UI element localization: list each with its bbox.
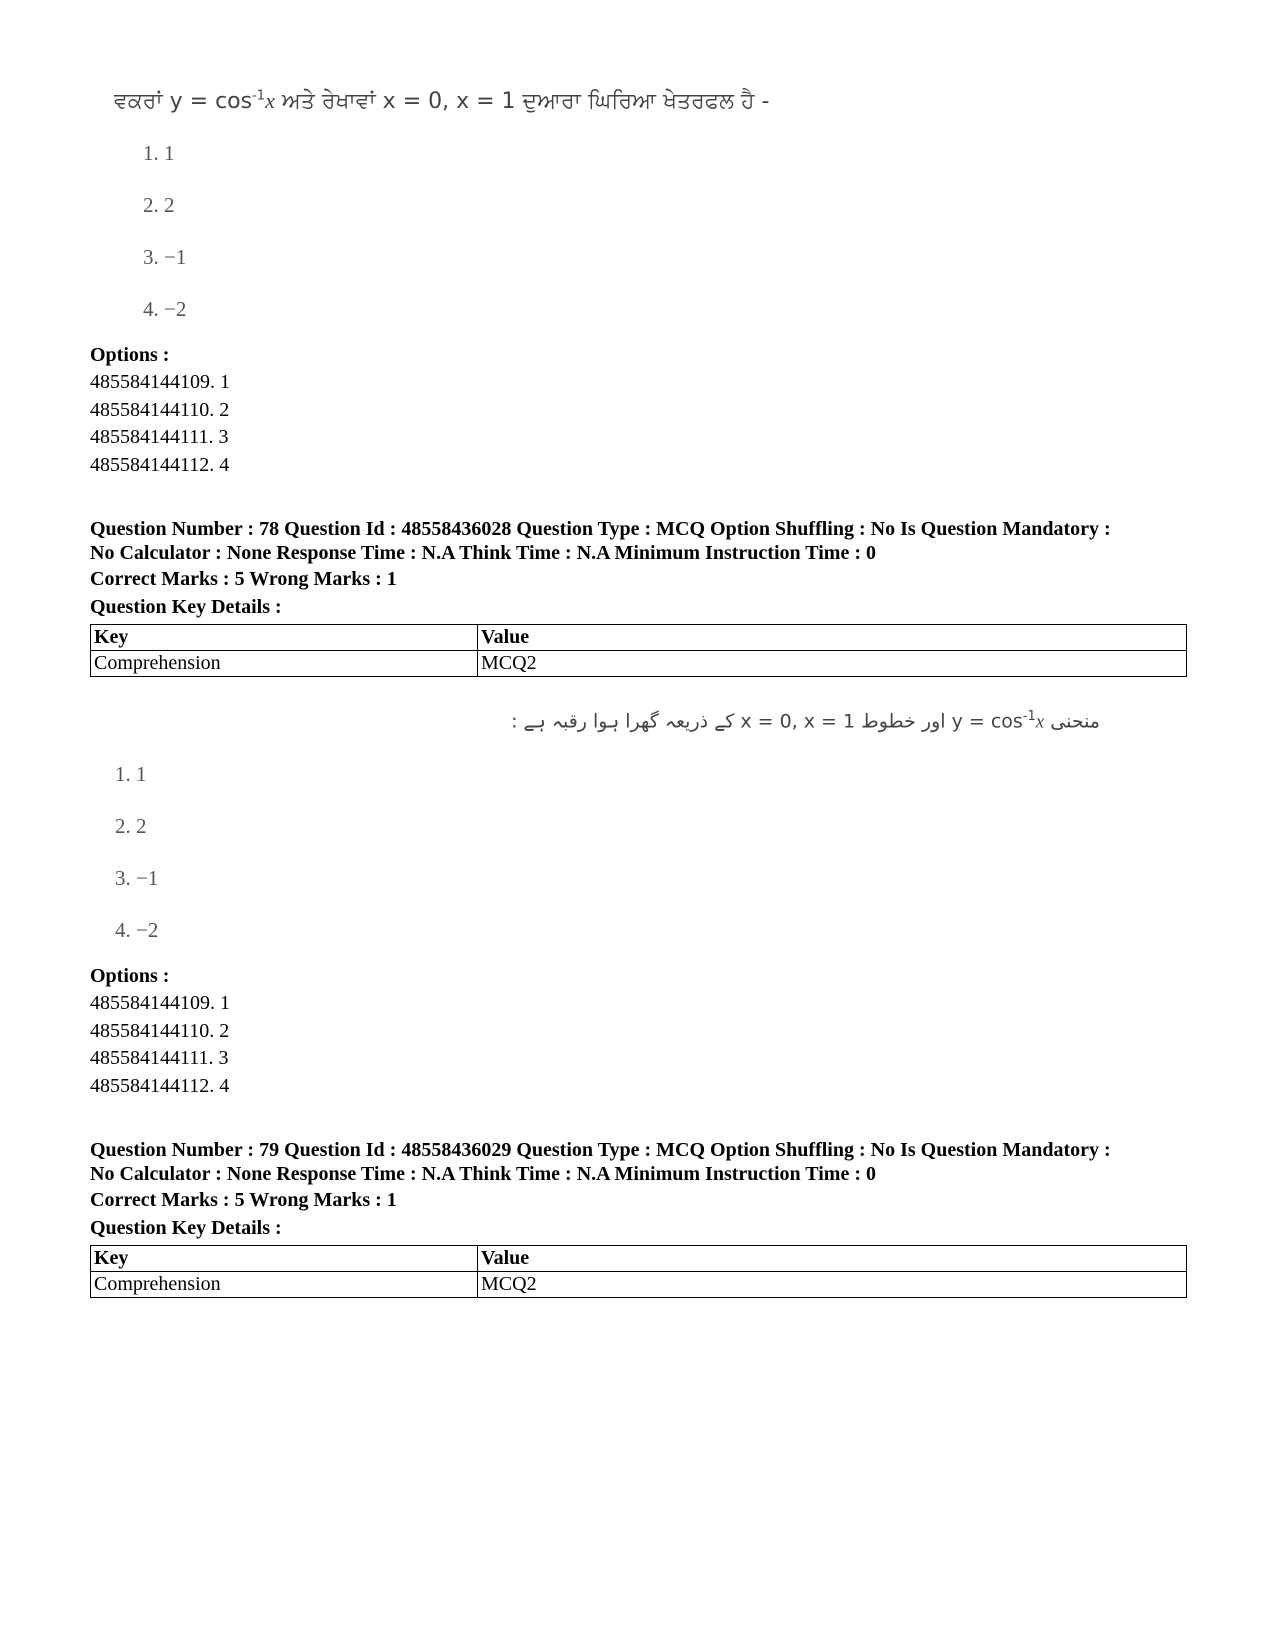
question-meta: [90, 1138, 1190, 1186]
question-meta-line1: Question Number : 79 Question Id : 48558436029 Question Type : MCQ Option Shuffling : No Is Question Mandatory :: [90, 1139, 1111, 1161]
image-option-3: 3. −1: [143, 245, 187, 269]
table-cell-key: Comprehension: [91, 1272, 478, 1298]
key-details-label: Question Key Details :: [90, 1217, 282, 1239]
key-details-table: [90, 1245, 1187, 1298]
table-cell-value: MCQ2: [478, 1272, 1187, 1298]
option-item: 485584144110. 2: [90, 1020, 230, 1042]
table-header-key: Key: [91, 1246, 478, 1272]
image-option-2: 2. 2: [115, 814, 147, 838]
table-row: [91, 1272, 1187, 1298]
table-cell-key: Comprehension: [91, 651, 478, 677]
question-meta-line1: Question Number : 78 Question Id : 48558436028 Question Type : MCQ Option Shuffling : No Is Question Mandatory :: [90, 518, 1111, 540]
table-header-row: [91, 625, 1187, 651]
image-option-1: 1. 1: [115, 762, 147, 786]
question-meta-line2: No Calculator : None Response Time : N.A Think Time : N.A Minimum Instruction Time : 0: [90, 1163, 876, 1185]
options-label: Options :: [90, 344, 170, 366]
options-label: Options :: [90, 965, 170, 987]
option-item: 485584144112. 4: [90, 454, 230, 476]
image-option-4: 4. −2: [143, 297, 187, 321]
question-text-urdu: منحنی $y = \cos^{-1}x$ اور خطوط x = 0, x = 1 کے ذریعہ گھرا ہوا رقبہ ہے :: [511, 709, 1100, 733]
table-header-value: Value: [478, 625, 1187, 651]
option-item: 485584144110. 2: [90, 399, 230, 421]
option-item: 485584144111. 3: [90, 1047, 229, 1069]
image-option-3: 3. −1: [115, 866, 159, 890]
image-option-2: 2. 2: [143, 193, 175, 217]
option-item: 485584144109. 1: [90, 992, 230, 1014]
table-row: [91, 651, 1187, 677]
image-option-1: 1. 1: [143, 141, 175, 165]
table-header-row: [91, 1246, 1187, 1272]
question-meta: [90, 517, 1190, 565]
table-header-key: Key: [91, 625, 478, 651]
question-meta-line2: No Calculator : None Response Time : N.A Think Time : N.A Minimum Instruction Time : 0: [90, 542, 876, 564]
question-marks: Correct Marks : 5 Wrong Marks : 1: [90, 568, 397, 590]
question-text-punjabi: ਵਕਰਾਂ $y = \cos^{-1}x$ ਅਤੇ ਰੇਖਾਵਾਂ x = 0, x = 1 ਦੁਆਰਾ ਘਿਰਿਆ ਖੇਤਰਫਲ ਹੈ -: [114, 88, 770, 114]
option-item: 485584144111. 3: [90, 426, 229, 448]
key-details-label: Question Key Details :: [90, 596, 282, 618]
table-cell-value: MCQ2: [478, 651, 1187, 677]
table-header-value: Value: [478, 1246, 1187, 1272]
question-marks: Correct Marks : 5 Wrong Marks : 1: [90, 1189, 397, 1211]
image-option-4: 4. −2: [115, 918, 159, 942]
option-item: 485584144112. 4: [90, 1075, 230, 1097]
key-details-table: [90, 624, 1187, 677]
option-item: 485584144109. 1: [90, 371, 230, 393]
